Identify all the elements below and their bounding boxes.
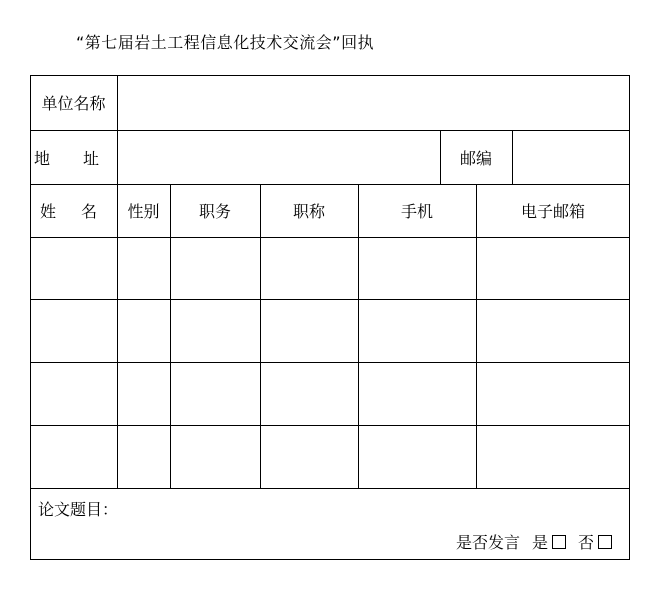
name-cell[interactable] <box>31 300 117 362</box>
divider-line <box>30 488 630 489</box>
speak-yes-checkbox[interactable] <box>552 535 566 549</box>
postcode-label: 邮编 <box>459 148 492 168</box>
email-cell[interactable] <box>477 363 629 425</box>
border-bottom <box>30 559 630 560</box>
unit-name-label: 单位名称 <box>41 94 106 113</box>
speak-no-checkbox[interactable] <box>598 535 612 549</box>
address-field[interactable] <box>118 131 440 184</box>
registration-form <box>30 75 630 560</box>
column-header-position: 职务 <box>198 202 231 221</box>
gender-cell[interactable] <box>118 426 170 488</box>
mobile-cell[interactable] <box>359 300 476 362</box>
name-cell[interactable] <box>31 238 117 299</box>
speak-option-group <box>456 530 612 553</box>
border-right <box>629 75 630 560</box>
position-cell[interactable] <box>171 363 260 425</box>
address-label: 地 址 <box>33 148 114 168</box>
email-cell[interactable] <box>477 238 629 299</box>
mobile-cell[interactable] <box>359 363 476 425</box>
unit-name-field[interactable] <box>118 76 629 130</box>
position-cell[interactable] <box>171 238 260 299</box>
speak-no-label: 否 <box>577 533 594 552</box>
postcode-field[interactable] <box>513 131 629 184</box>
column-header-title: 职称 <box>292 202 325 221</box>
speak-yes-option[interactable] <box>532 530 566 553</box>
paper-title-field[interactable] <box>120 491 625 521</box>
paper-title-label: 论文题目： <box>38 500 119 519</box>
speak-yes-label: 是 <box>531 533 548 552</box>
column-header-name: 姓 名 <box>39 202 108 221</box>
gender-cell[interactable] <box>118 238 170 299</box>
name-cell[interactable] <box>31 363 117 425</box>
column-header-gender: 性别 <box>127 202 160 221</box>
position-cell[interactable] <box>171 300 260 362</box>
gender-cell[interactable] <box>118 300 170 362</box>
email-cell[interactable] <box>477 426 629 488</box>
gender-cell[interactable] <box>118 363 170 425</box>
email-cell[interactable] <box>477 300 629 362</box>
speak-no-option[interactable] <box>578 530 612 553</box>
title-cell[interactable] <box>261 426 358 488</box>
mobile-cell[interactable] <box>359 238 476 299</box>
speak-question-label: 是否发言 <box>455 533 520 552</box>
title-cell[interactable] <box>261 363 358 425</box>
column-header-email: 电子邮箱 <box>520 202 585 221</box>
title-cell[interactable] <box>261 238 358 299</box>
name-cell[interactable] <box>31 426 117 488</box>
column-header-mobile: 手机 <box>400 202 433 221</box>
title-cell[interactable] <box>261 300 358 362</box>
position-cell[interactable] <box>171 426 260 488</box>
mobile-cell[interactable] <box>359 426 476 488</box>
form-title: “第七届岩土工程信息化技术交流会”回执 <box>76 33 375 52</box>
